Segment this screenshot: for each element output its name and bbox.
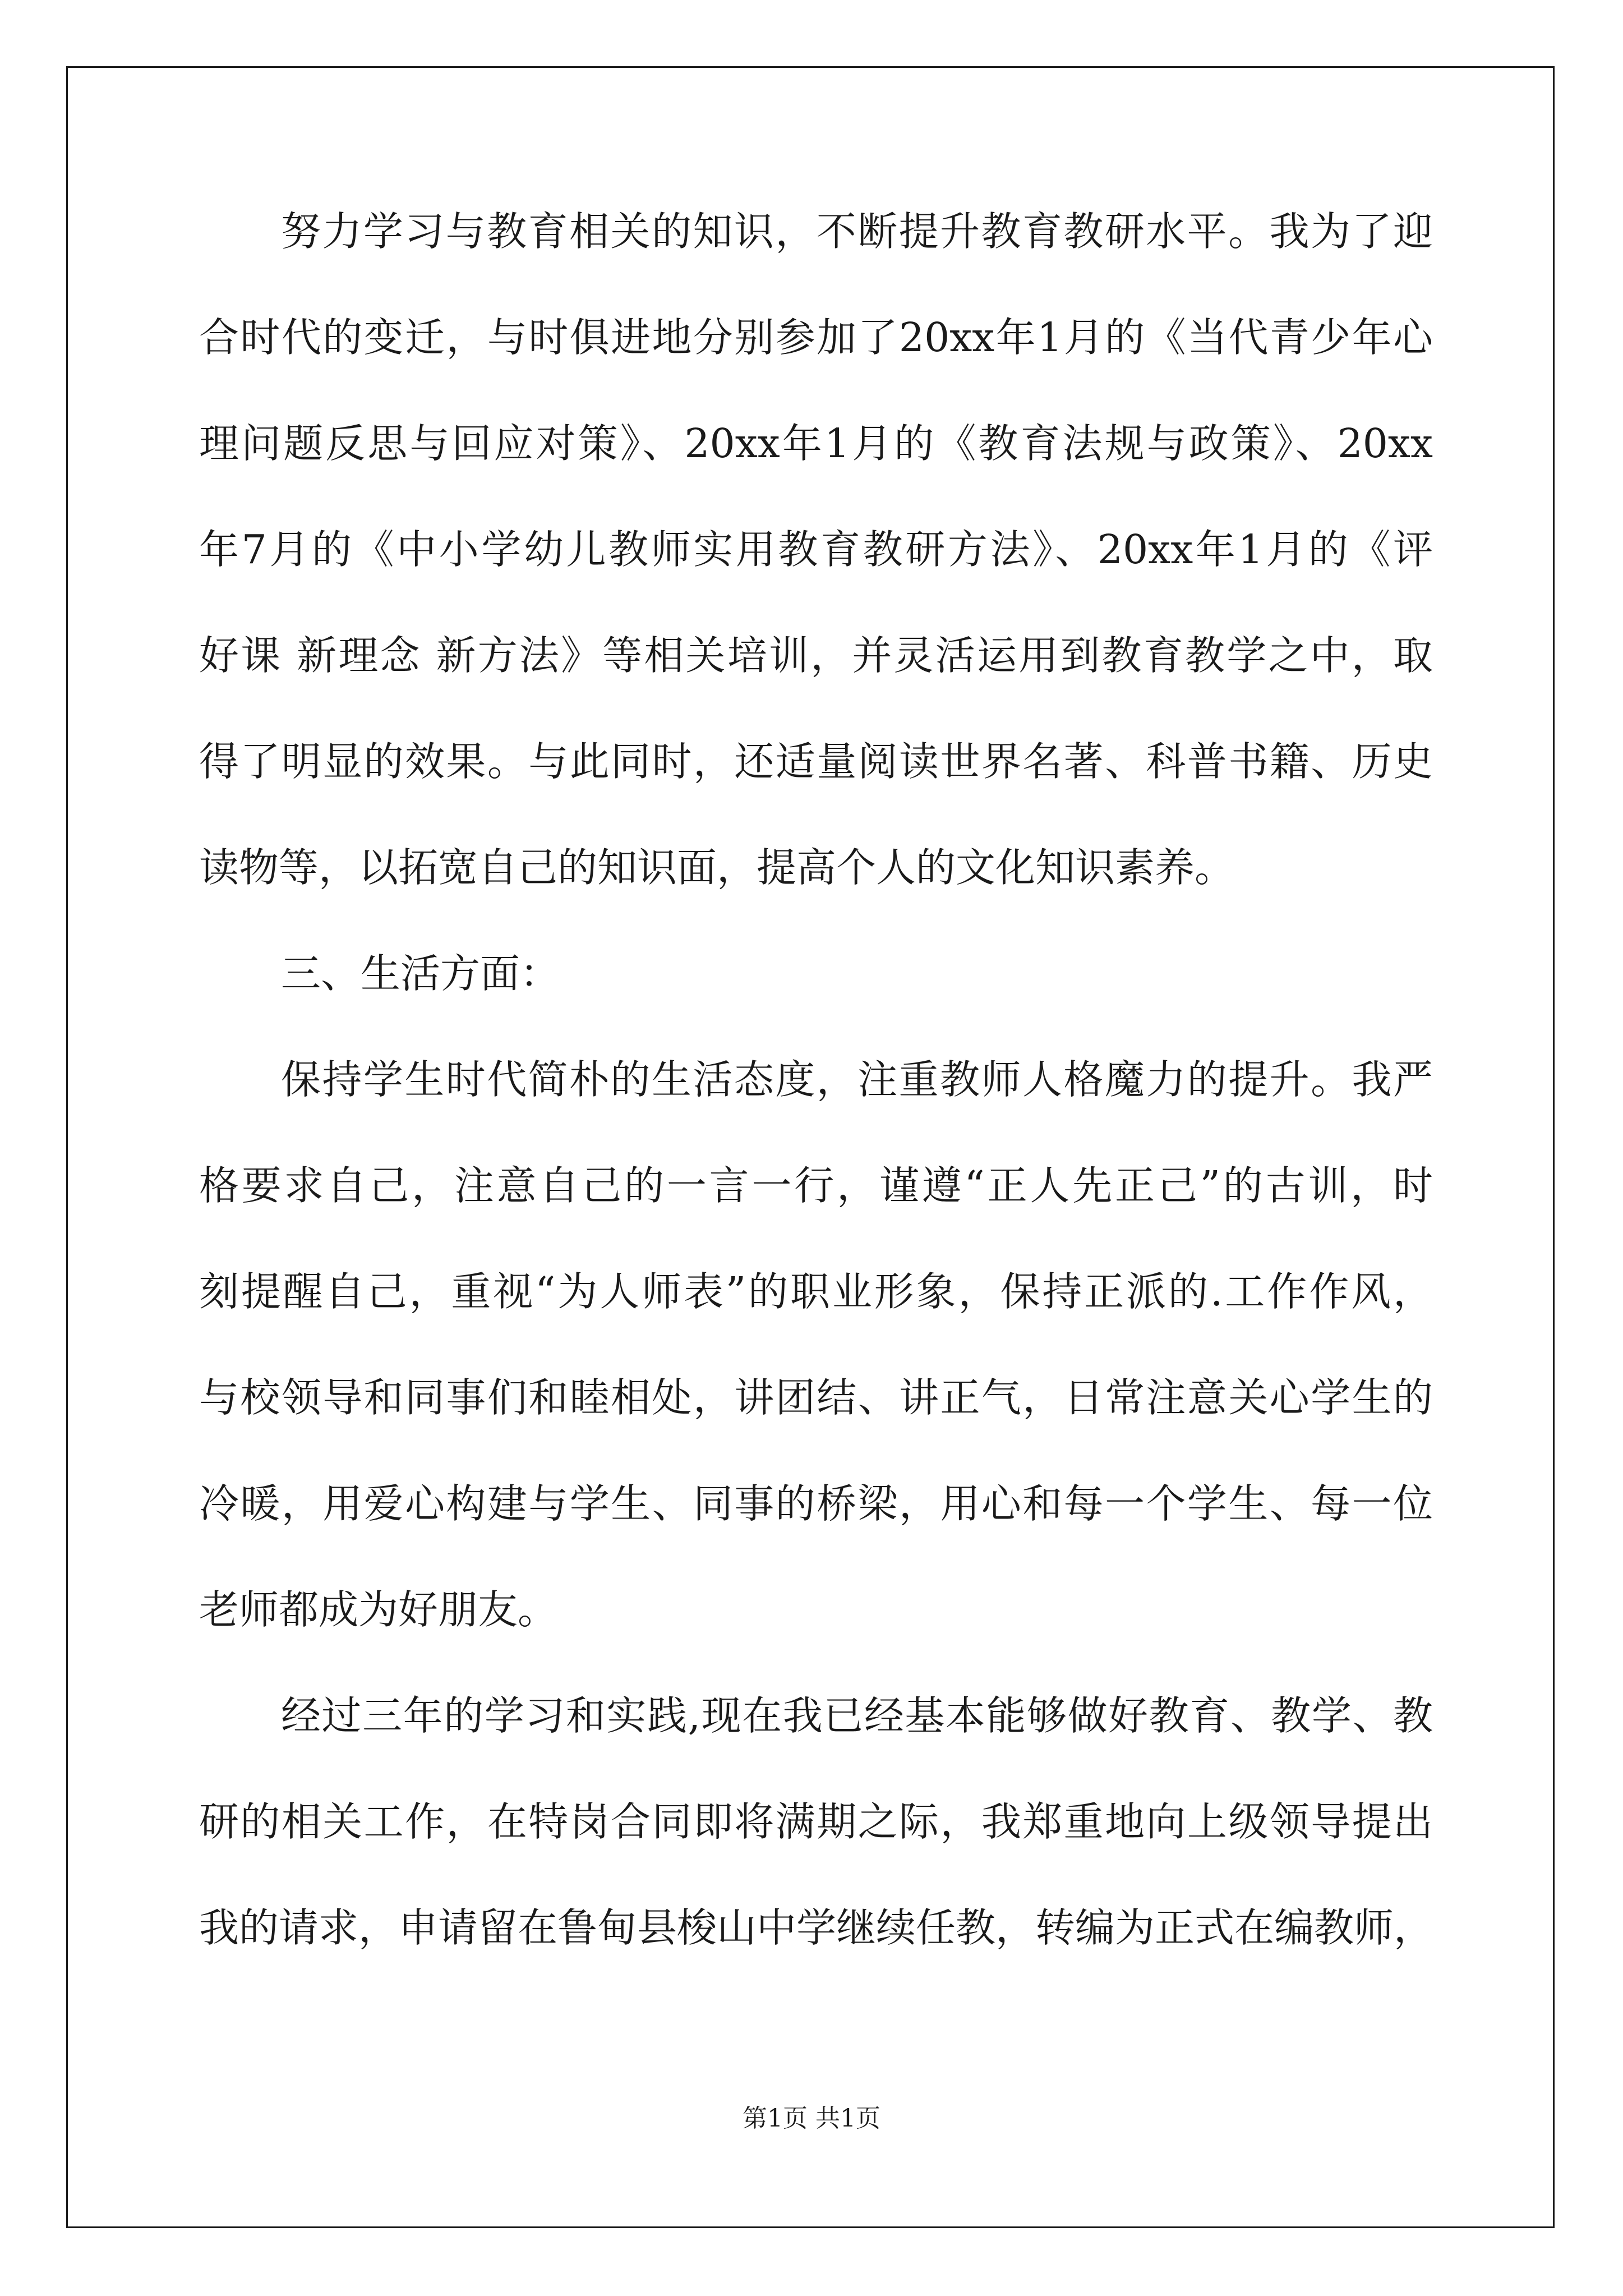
paragraph-line: 努力学习与教育相关的知识，不断提升教育教研水平。我为了迎 (281, 208, 1433, 255)
paragraph-line: 我的请求，申请留在鲁甸县梭山中学继续任教，转编为正式在编教师， (199, 1904, 1434, 1951)
paragraph-line: 老师都成为好朋友。 (199, 1586, 558, 1633)
paragraph-line: 年7月的《中小学幼儿教师实用教育教研方法》、20xx年1月的《评 (199, 526, 1433, 573)
paragraph-line: 冷暖，用爱心构建与学生、同事的桥梁，用心和每一个学生、每一位 (199, 1480, 1433, 1527)
page-footer: 第1页 共1页 (743, 2104, 880, 2133)
paragraph-line: 理问题反思与回应对策》、20xx年1月的《教育法规与政策》、20xx (199, 420, 1433, 467)
paragraph-line: 格要求自己，注意自己的一言一行，谨遵“正人先正己”的古训，时 (199, 1162, 1433, 1209)
paragraph-line: 与校领导和同事们和睦相处，讲团结、讲正气，日常注意关心学生的 (199, 1374, 1433, 1421)
paragraph-line: 经过三年的学习和实践,现在我已经基本能够做好教育、教学、教 (281, 1692, 1433, 1739)
section-heading: 三、生活方面： (281, 950, 560, 997)
paragraph-line: 得了明显的效果。与此同时，还适量阅读世界名著、科普书籍、历史 (199, 738, 1433, 785)
paragraph-line: 读物等，以拓宽自己的知识面，提高个人的文化知识素养。 (199, 844, 1235, 891)
document-body (199, 205, 1433, 2007)
paragraph-line: 保持学生时代简朴的生活态度，注重教师人格魔力的提升。我严 (281, 1056, 1433, 1103)
paragraph-line: 研的相关工作，在特岗合同即将满期之际，我郑重地向上级领导提出 (199, 1798, 1433, 1845)
paragraph-line: 合时代的变迁，与时俱进地分别参加了20xx年1月的《当代青少年心 (199, 314, 1433, 361)
paragraph-line: 刻提醒自己，重视“为人师表”的职业形象，保持正派的.工作作风， (199, 1268, 1433, 1315)
paragraph-line: 好课 新理念 新方法》等相关培训，并灵活运用到教育教学之中，取 (199, 632, 1433, 679)
